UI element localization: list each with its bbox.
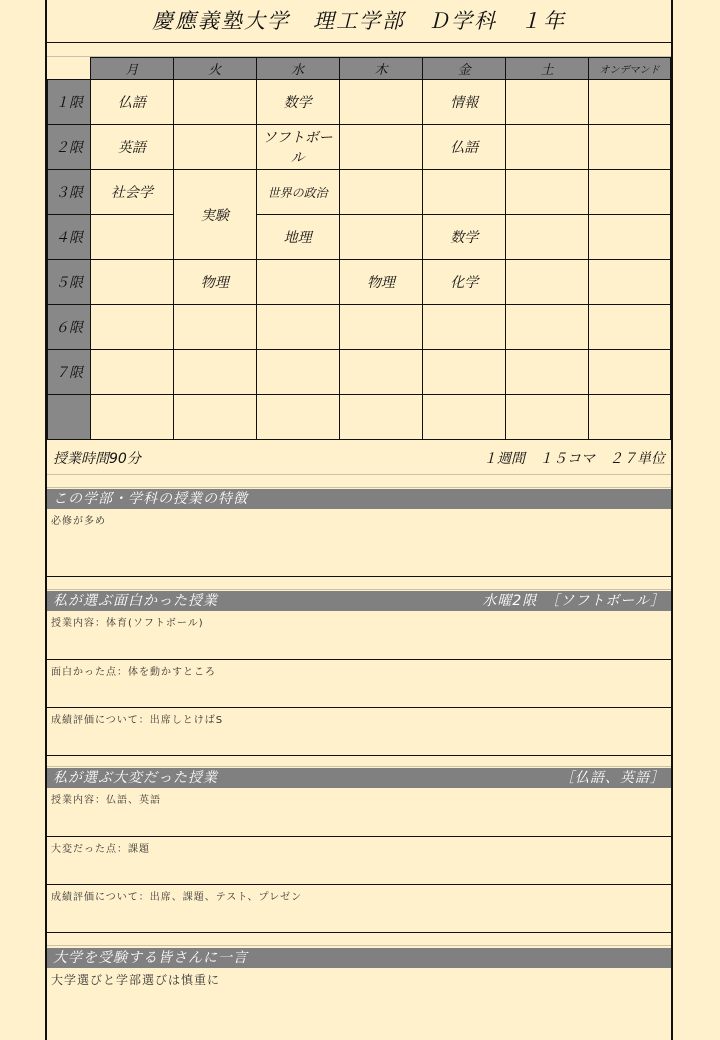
class-cell bbox=[256, 350, 339, 395]
spacer-row bbox=[47, 577, 671, 590]
class-cell bbox=[173, 80, 256, 125]
day-sat: 土 bbox=[506, 58, 589, 80]
period-row-5 bbox=[48, 260, 671, 305]
class-cell: 化学 bbox=[423, 260, 506, 305]
section-heading-text: 私が選ぶ面白かった授業 bbox=[53, 593, 218, 609]
section-tag: ［仏語、英語］ bbox=[560, 770, 665, 786]
class-cell bbox=[589, 260, 671, 305]
class-cell: 数学 bbox=[423, 215, 506, 260]
class-cell bbox=[173, 305, 256, 350]
hard-class-point: 大変だった点：課題 bbox=[47, 837, 671, 885]
class-cell bbox=[90, 215, 173, 260]
class-cell bbox=[506, 170, 589, 215]
period-row-4 bbox=[48, 215, 671, 260]
class-cell bbox=[173, 350, 256, 395]
class-cell bbox=[506, 350, 589, 395]
day-header-row bbox=[48, 58, 671, 80]
class-cell: 物理 bbox=[339, 260, 423, 305]
class-cell: 世界の政治 bbox=[256, 170, 339, 215]
class-cell bbox=[506, 260, 589, 305]
period-label: ４限 bbox=[48, 215, 91, 260]
spacer-row bbox=[47, 933, 671, 946]
class-cell: 物理 bbox=[173, 260, 256, 305]
class-cell bbox=[90, 260, 173, 305]
day-ondemand: オンデマンド bbox=[589, 58, 671, 80]
spacer-row bbox=[47, 42, 671, 57]
section-heading-text: この学部・学科の授業の特徴 bbox=[53, 491, 248, 507]
section-heading-text: 私が選ぶ大変だった授業 bbox=[53, 770, 218, 786]
day-thu: 木 bbox=[339, 58, 423, 80]
page-title: 慶應義塾大学 理工学部 Ｄ学科 １年 bbox=[47, 0, 671, 43]
section-heading-features bbox=[47, 489, 671, 509]
class-cell bbox=[339, 395, 423, 440]
class-cell bbox=[173, 125, 256, 170]
class-cell: 情報 bbox=[423, 80, 506, 125]
period-row-2 bbox=[48, 125, 671, 170]
period-label: ５限 bbox=[48, 260, 91, 305]
hard-class-grading: 成績評価について：出席、課題、テスト、プレゼン bbox=[47, 885, 671, 933]
class-cell: 地理 bbox=[256, 215, 339, 260]
fun-class-point: 面白かった点：体を動かすところ bbox=[47, 660, 671, 708]
class-cell bbox=[423, 170, 506, 215]
class-cell bbox=[589, 80, 671, 125]
class-cell bbox=[90, 305, 173, 350]
section-heading-message bbox=[47, 948, 671, 968]
hard-class-content: 授業内容：仏語、英語 bbox=[47, 788, 671, 837]
class-cell bbox=[256, 305, 339, 350]
class-cell bbox=[173, 395, 256, 440]
weekly-summary: １週間 １５コマ ２７単位 bbox=[483, 451, 665, 467]
class-cell bbox=[256, 395, 339, 440]
period-row-8 bbox=[48, 395, 671, 440]
fun-class-content: 授業内容：体育(ソフトボール) bbox=[47, 611, 671, 660]
class-cell bbox=[339, 80, 423, 125]
section-tag: 水曜2限 ［ソフトボール］ bbox=[482, 593, 665, 609]
class-cell bbox=[589, 215, 671, 260]
fun-class-grading: 成績評価について：出席しとけばS bbox=[47, 708, 671, 756]
period-label: ３限 bbox=[48, 170, 91, 215]
class-cell bbox=[506, 215, 589, 260]
class-cell: ソフトボール bbox=[256, 125, 339, 170]
timetable-sheet bbox=[45, 0, 673, 1040]
day-wed: 水 bbox=[256, 58, 339, 80]
class-cell bbox=[339, 305, 423, 350]
features-body: 必修が多め bbox=[47, 509, 671, 577]
class-cell: 仏語 bbox=[90, 80, 173, 125]
class-cell bbox=[506, 125, 589, 170]
class-cell bbox=[90, 395, 173, 440]
class-cell bbox=[506, 305, 589, 350]
period-label: １限 bbox=[48, 80, 91, 125]
class-cell bbox=[90, 350, 173, 395]
class-cell bbox=[589, 395, 671, 440]
period-label: ２限 bbox=[48, 125, 91, 170]
period-row-6 bbox=[48, 305, 671, 350]
day-tue: 火 bbox=[173, 58, 256, 80]
summary-row bbox=[47, 440, 671, 475]
period-label: ７限 bbox=[48, 350, 91, 395]
class-cell bbox=[339, 170, 423, 215]
period-label: ６限 bbox=[48, 305, 91, 350]
spacer-row bbox=[47, 756, 671, 767]
class-cell bbox=[589, 305, 671, 350]
class-cell bbox=[589, 125, 671, 170]
section-heading-text: 大学を受験する皆さんに一言 bbox=[53, 950, 248, 966]
message-body: 大学選びと学部選びは慎重に bbox=[51, 973, 221, 987]
class-cell: 実験 bbox=[173, 170, 256, 260]
class-duration: 授業時間90分 bbox=[53, 451, 141, 467]
period-row-1 bbox=[48, 80, 671, 125]
class-cell bbox=[423, 350, 506, 395]
class-cell bbox=[339, 125, 423, 170]
class-cell: 仏語 bbox=[423, 125, 506, 170]
class-cell bbox=[589, 170, 671, 215]
spacer-row bbox=[47, 475, 671, 488]
class-cell bbox=[506, 395, 589, 440]
class-cell: 英語 bbox=[90, 125, 173, 170]
section-heading-hard-class bbox=[47, 768, 671, 788]
class-cell bbox=[339, 215, 423, 260]
section-heading-fun-class bbox=[47, 591, 671, 611]
day-mon: 月 bbox=[90, 58, 173, 80]
class-cell bbox=[339, 350, 423, 395]
class-cell: 社会学 bbox=[90, 170, 173, 215]
corner-cell bbox=[48, 58, 91, 80]
class-cell bbox=[423, 305, 506, 350]
timetable bbox=[47, 57, 671, 440]
class-cell bbox=[423, 395, 506, 440]
day-fri: 金 bbox=[423, 58, 506, 80]
class-cell bbox=[589, 350, 671, 395]
class-cell: 数学 bbox=[256, 80, 339, 125]
period-label bbox=[48, 395, 91, 440]
period-row-7 bbox=[48, 350, 671, 395]
period-row-3 bbox=[48, 170, 671, 215]
class-cell bbox=[506, 80, 589, 125]
class-cell bbox=[256, 260, 339, 305]
